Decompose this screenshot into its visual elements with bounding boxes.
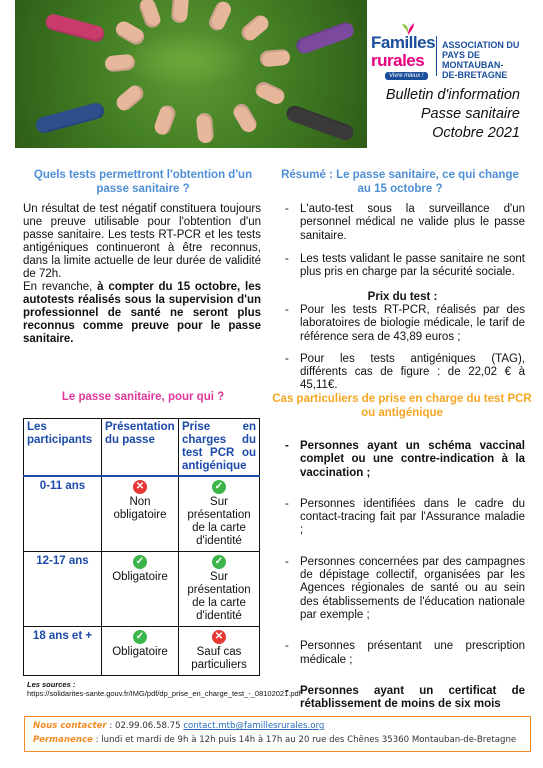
contact-label: Nous contacter <box>33 721 107 731</box>
col-header-presentation: Présentation du passe <box>102 419 179 477</box>
coverage-cell <box>179 627 260 676</box>
check-icon: ✓ <box>133 630 147 644</box>
col-header-coverage: Prise en charges du test PCR ou antigénique <box>179 419 260 477</box>
permanence-text: : lundi et mardi de 9h à 12h puis 14h à 17h au 20 rue des Chênes 35360 Montauban-de-Bretagne <box>92 735 517 745</box>
check-icon: ✓ <box>212 555 226 569</box>
sources-label: Les sources : <box>27 680 76 689</box>
bulletin-line-2: Passe sanitaire <box>420 106 520 122</box>
pass-text: Obligatoire <box>112 571 168 583</box>
check-icon: ✓ <box>133 555 147 569</box>
age-cell: 18 ans et + <box>24 627 102 676</box>
price-bullet-list <box>280 304 525 393</box>
age-cell: 12-17 ans <box>24 552 102 627</box>
bulletin-title <box>330 86 520 143</box>
coverage-text: Sauf cas particuliers <box>191 646 247 671</box>
coverage-text: Sur présentation de la carte d'identité <box>187 571 251 622</box>
left-para-2-lead: En revanche, <box>23 281 98 293</box>
permanence-label: Permanence <box>33 735 93 745</box>
association-line-1: ASSOCIATION DU <box>442 40 520 50</box>
footer-contact-line <box>33 719 522 733</box>
left-section-body <box>23 203 261 346</box>
pass-cell <box>102 552 179 627</box>
footer-permanence-line <box>33 733 522 747</box>
age-cell: 0-11 ans <box>24 476 102 552</box>
contact-phone: : 02.99.06.58.75 <box>106 721 184 731</box>
left-para-2-bold: à compter du 15 octobre, les autotests réalisés sous la supervision d'un professionnel de santé ne seront plus reconnus comme preuve pour le passe sanitaire. <box>23 281 261 345</box>
price-bullet: - Pour les tests antigéniques (TAG), différents cas de figure : de 22,02 € à 45,11€. <box>280 353 525 393</box>
pass-text: Non obligatoire <box>113 496 167 521</box>
cases-bullet-list <box>280 440 525 711</box>
table-row <box>24 476 260 552</box>
case-bullet: - Personnes concernées par des campagnes de dépistage collectif, organisées par les Agences régionales de santé ou au sein des établissements de l'éducation nationale par exemple ; <box>280 556 525 622</box>
bulletin-line-1: Bulletin d'information <box>385 87 520 103</box>
sources <box>27 680 301 698</box>
eligibility-table <box>23 418 260 676</box>
coverage-cell <box>179 476 260 552</box>
pass-cell <box>102 476 179 552</box>
table-row <box>24 552 260 627</box>
case-bullet: - Personnes ayant un schéma vaccinal complet ou une contre-indication à la vaccination ; <box>280 440 525 480</box>
pass-text: Obligatoire <box>112 646 168 658</box>
col-header-participants: Les participants <box>24 419 102 477</box>
pass-cell <box>102 627 179 676</box>
bulletin-line-3: Octobre 2021 <box>432 125 520 141</box>
sources-link[interactable]: https://solidarites-sante.gouv.fr/IMG/pdf/dp_prise_en_charge_test_-_08102021.pdf <box>27 689 301 698</box>
case-bullet: - Personnes présentant une prescription médicale ; <box>280 640 525 667</box>
left-para-1: Un résultat de test négatif constituera toujours une preuve utilisable pour l'obtention d'un passe sanitaire. Les tests RT-PCR et les tests antigéniques continueront à être reconnus, dans la limite actuelle de leur durée de validité de 72h. <box>23 203 261 280</box>
summary-bullet: - L'auto-test sous la surveillance d'un personnel médical ne valide plus le passe sanitaire. <box>280 203 525 243</box>
coverage-cell <box>179 552 260 627</box>
check-icon: ✓ <box>212 480 226 494</box>
association-line-3: DE-BRETAGNE <box>442 70 508 80</box>
logo-divider <box>436 36 437 76</box>
price-title: Prix du test : <box>367 291 438 303</box>
summary-bullet: - Les tests validant le passe sanitaire ne sont plus pris en charge par la sécurité sociale. <box>280 253 525 280</box>
right-section-title: Résumé : Le passe sanitaire, ce qui change au 15 octobre ? <box>281 169 519 195</box>
table-header-row <box>24 419 260 477</box>
footer-contact-box <box>24 716 531 752</box>
case-bullet: - Personnes identifiées dans le cadre du contact-tracing fait par l'Assurance maladie ; <box>280 498 525 538</box>
logo-tagline: Vivre mieux ! <box>385 72 428 80</box>
table-section-title: Le passe sanitaire, pour qui ? <box>61 391 225 403</box>
association-line-2: PAYS DE MONTAUBAN- <box>442 50 504 70</box>
cases-section-title: Cas particuliers de prise en charge du test PCR ou antigénique <box>272 393 532 419</box>
table-row <box>24 627 260 676</box>
left-section-title: Quels tests permettront l'obtention d'un passe sanitaire ? <box>33 169 253 195</box>
coverage-text: Sur présentation de la carte d'identité <box>187 496 251 547</box>
header-photo-hands-on-grass <box>15 0 367 148</box>
logo-association-name <box>442 40 543 80</box>
price-bullet: - Pour les tests RT-PCR, réalisés par des laboratoires de biologie médicale, le tarif de référence sera de 43,89 euros ; <box>280 304 525 344</box>
summary-bullet-list <box>280 203 525 279</box>
case-bullet: - Personnes ayant un certificat de rétablissement de moins de six mois <box>280 685 525 712</box>
left-para-2 <box>23 281 261 346</box>
cross-icon: ✕ <box>133 480 147 494</box>
cross-icon: ✕ <box>212 630 226 644</box>
logo-word-familles: Familles <box>371 33 436 52</box>
contact-email-link[interactable]: contact.mtb@famillesrurales.org <box>183 721 325 731</box>
logo-word-rurales: rurales <box>371 51 425 70</box>
